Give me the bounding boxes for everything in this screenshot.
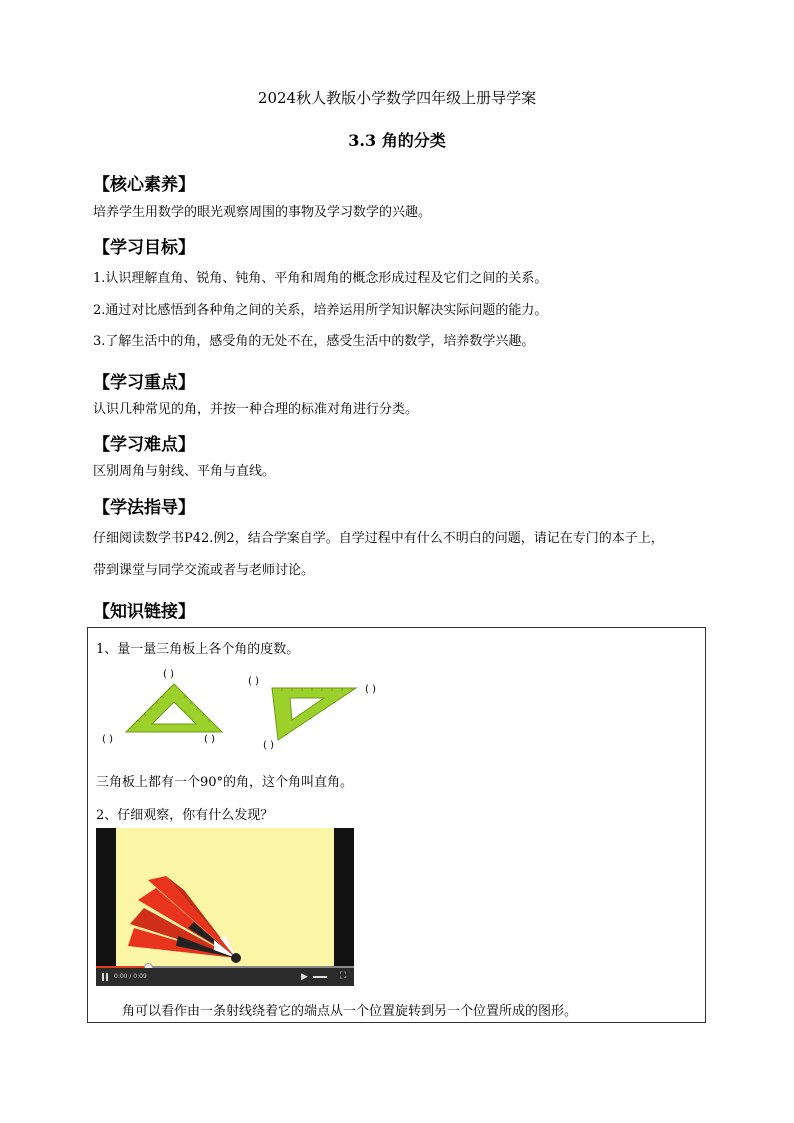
goal-item: 1.认识理解直角、锐角、钝角、平角和周角的概念形成过程及它们之间的关系。 xyxy=(93,271,548,286)
triangle-ruler-icon xyxy=(118,680,228,736)
angle-blank: ( ) xyxy=(102,734,113,745)
difficulty-text: 区别周角与射线、平角与直线。 xyxy=(93,464,276,479)
heading-method: 【学法指导】 xyxy=(93,498,195,518)
set-square-icon xyxy=(268,684,360,744)
angle-blank: ( ) xyxy=(204,734,215,745)
heading-core: 【核心素养】 xyxy=(93,175,195,195)
heading-link: 【知识链接】 xyxy=(93,602,195,622)
fullscreen-icon[interactable]: ⛶ xyxy=(340,971,347,981)
video-player[interactable] xyxy=(96,828,354,986)
goal-item: 2.通过对比感悟到各种角之间的关系，培养运用所学知识解决实际问题的能力。 xyxy=(93,303,548,318)
video-controls xyxy=(96,968,354,986)
doc-subtitle: 3.3 角的分类 xyxy=(348,131,446,150)
pause-icon[interactable] xyxy=(102,973,109,981)
angle-blank: ( ) xyxy=(365,684,376,695)
fan-icon xyxy=(116,828,334,968)
key-text: 认识几种常见的角，并按一种合理的标准对角进行分类。 xyxy=(93,402,419,417)
goal-item: 3.了解生活中的角，感受角的无处不在，感受生活中的数学，培养数学兴趣。 xyxy=(93,334,535,349)
video-screen xyxy=(116,828,334,968)
angle-blank: ( ) xyxy=(248,676,259,687)
video-time: 0:00 / 0:09 xyxy=(114,973,147,980)
question-1: 1、量一量三角板上各个角的度数。 xyxy=(96,642,300,657)
angle-definition: 角可以看作由一条射线绕着它的端点从一个位置旋转到另一个位置所成的图形。 xyxy=(122,1004,578,1019)
knowledge-box xyxy=(87,627,706,1023)
heading-key: 【学习重点】 xyxy=(93,373,195,393)
heading-difficulty: 【学习难点】 xyxy=(93,435,195,455)
volume-icon[interactable]: ▶ xyxy=(301,972,308,982)
method-text-2: 带到课堂与同学交流或者与老师讨论。 xyxy=(93,563,315,578)
method-text-1: 仔细阅读数学书P42.例2，结合学案自学。自学过程中有什么不明白的问题，请记在专门的本子上， xyxy=(93,531,664,546)
question-2: 2、仔细观察，你有什么发现？ xyxy=(96,808,274,823)
doc-title: 2024秋人教版小学数学四年级上册导学案 xyxy=(257,89,537,107)
angle-blank: ( ) xyxy=(163,669,174,680)
angle-blank: ( ) xyxy=(263,740,274,751)
heading-goals: 【学习目标】 xyxy=(93,238,195,258)
core-text: 培养学生用数学的眼光观察周围的事物及学习数学的兴趣。 xyxy=(93,205,432,220)
right-angle-note: 三角板上都有一个90°的角，这个角叫直角。 xyxy=(96,775,354,790)
volume-slider[interactable] xyxy=(313,976,327,978)
